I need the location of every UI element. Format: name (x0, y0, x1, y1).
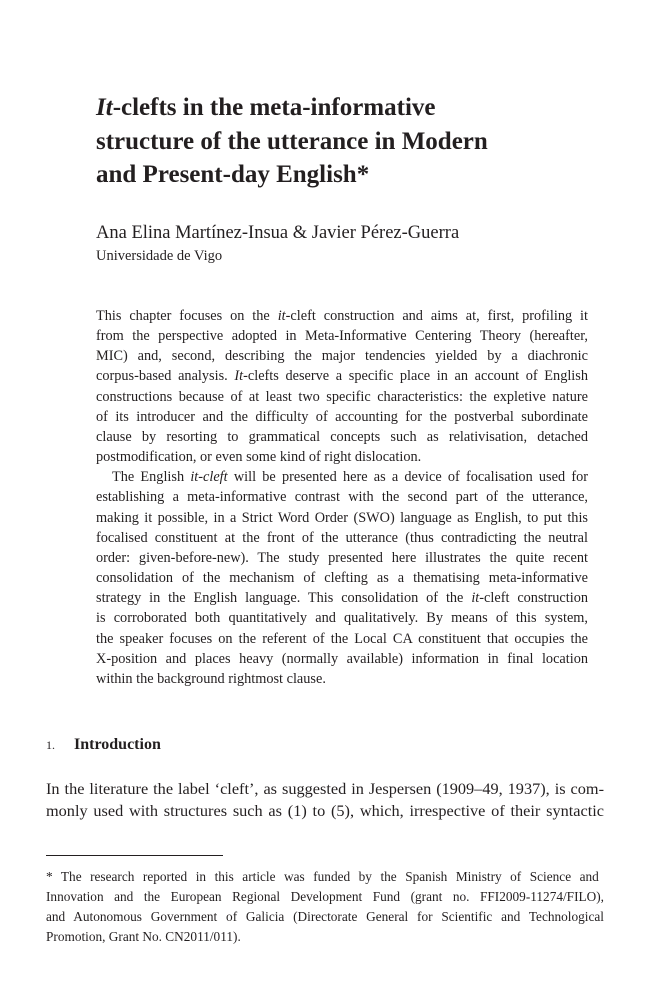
abstract-text: postmodification, or even some kind of right dislocation. (96, 449, 422, 466)
abstract-line (96, 608, 601, 628)
abstract-text: focalised constituent at the front of the utterance (thus contradicting the neutral (96, 529, 588, 546)
title-line-1-text: -clefts in the meta-informative (112, 94, 436, 121)
abstract-text: establishing a meta-informative contrast with the second part of the utterance, (96, 489, 588, 506)
abstract-text: the speaker focuses on the referent of the Local CA constituent that occupies the (96, 630, 588, 647)
footnote-line: Innovation and the European Regional Development Fund (grant no. FFI2009-11274/FILO), (46, 889, 604, 904)
abstract-italic-term: It (234, 368, 244, 385)
abstract-text: corpus-based analysis. (96, 368, 235, 385)
abstract-line (96, 629, 601, 649)
abstract-text: consolidation of the mechanism of clefting as a thematising meta-informative (96, 570, 588, 587)
abstract-line (96, 669, 601, 689)
abstract-text: MIC) and, second, describing the major tendencies yielded by a diachronic (96, 348, 588, 365)
abstract-text: constructions because of at least two specific characteristics: the expletive nature (96, 388, 588, 405)
abstract-line (96, 649, 601, 669)
abstract-text: within the background rightmost clause. (96, 670, 326, 687)
abstract-line (96, 487, 601, 507)
abstract-text: making it possible, in a Strict Word Order (SWO) language as English, to put this (96, 509, 588, 526)
footnote-line: * The research reported in this article was funded by the Spanish Ministry of Science and (46, 869, 599, 884)
abstract-text: of its introducer and the difficulty of accounting for the postverbal subordinate (96, 408, 588, 425)
abstract-line (96, 447, 601, 467)
footnote-divider (46, 855, 223, 856)
abstract-line (96, 508, 601, 528)
abstract-text: order: given-before-new). The study presented here illustrates the quite recent (96, 549, 588, 566)
footnote-line: and Autonomous Government of Galicia (Directorate General for Scientific and Technological (46, 909, 604, 924)
author-affiliation: Universidade de Vigo (96, 248, 223, 264)
abstract-text: from the perspective adopted in Meta-Informative Centering Theory (hereafter, (96, 328, 588, 345)
body-line: In the literature the label ‘cleft’, as suggested in Jespersen (1909–49, 1937), is com- (46, 779, 604, 798)
title-line-2: structure of the utterance in Modern (96, 127, 488, 155)
footnote-line: Promotion, Grant No. CN2011/011). (46, 929, 241, 944)
body-line: monly used with structures such as (1) to (5), which, irrespective of their syntactic (46, 800, 604, 820)
section-title: Introduction (74, 736, 161, 753)
abstract-text: X-position and places heavy (normally available) information in final location (96, 650, 588, 667)
author-names: Ana Elina Martínez-Insua & Javier Pérez-Guerra (96, 223, 460, 243)
abstract-line (96, 528, 601, 548)
abstract-line (96, 366, 601, 386)
abstract-italic-term: it (277, 308, 286, 324)
abstract-line (96, 387, 601, 407)
abstract-line (96, 427, 601, 447)
section-heading (46, 734, 161, 756)
title-line-3: and Present-day English* (96, 161, 370, 188)
footnote (46, 867, 606, 947)
abstract-text: The English (112, 469, 191, 486)
abstract-text: -cleft construction and aims at, first, profiling it (285, 308, 588, 324)
abstract-line (96, 548, 601, 568)
abstract-italic-term: it (471, 590, 480, 607)
section-number: 1. (46, 738, 55, 752)
abstract-line (96, 467, 601, 487)
abstract-line (96, 588, 601, 608)
abstract-line (96, 346, 601, 366)
abstract (96, 306, 601, 689)
abstract-line (96, 568, 601, 588)
abstract-text: will be presented here as a device of focalisation used for (227, 469, 588, 486)
abstract-text: clause by resorting to grammatical concepts such as relativisation, detached (96, 428, 588, 445)
abstract-line (96, 306, 601, 326)
abstract-line (96, 326, 601, 346)
article-title (96, 91, 546, 192)
abstract-text: strategy in the English language. This consolidation of the (96, 590, 472, 607)
abstract-text: is corroborated both quantitatively and qualitatively. By means of this system, (96, 610, 588, 627)
abstract-text: This chapter focuses on the (96, 308, 278, 324)
abstract-text: -clefts deserve a specific place in an account of English (243, 368, 588, 385)
abstract-text: -cleft construction (479, 590, 588, 607)
title-line-1 (96, 91, 546, 125)
title-italic-term: It (96, 94, 113, 121)
abstract-italic-term: it-cleft (190, 469, 228, 486)
body-text (46, 778, 605, 821)
abstract-line (96, 407, 601, 427)
